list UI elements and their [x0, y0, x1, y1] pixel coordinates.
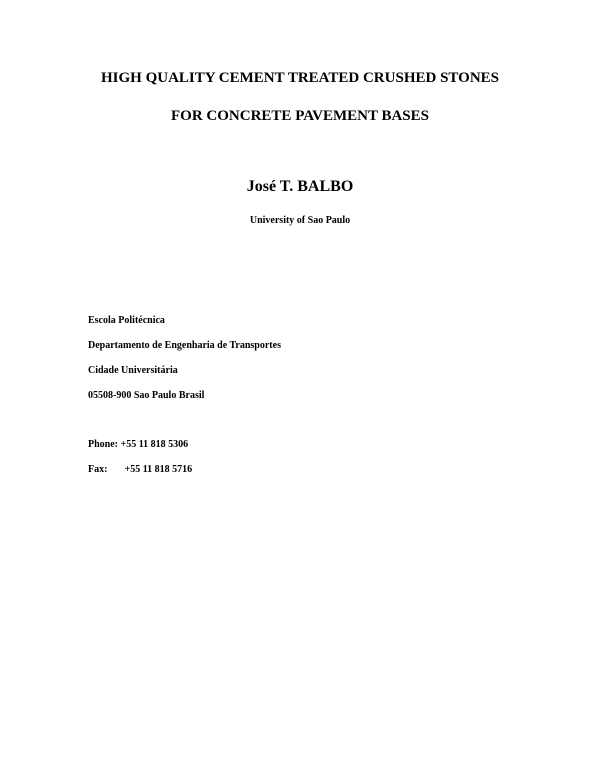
- address-line-department: Departamento de Engenharia de Transportes: [88, 340, 281, 351]
- paper-title-line-1: HIGH QUALITY CEMENT TREATED CRUSHED STONES: [100, 70, 499, 86]
- fax-line: [88, 463, 192, 476]
- phone-number: +55 11 818 5306: [120, 439, 189, 450]
- phone-label: Phone:: [88, 439, 118, 450]
- address-line-postal: 05508-900 Sao Paulo Brasil: [88, 390, 205, 401]
- fax-label: Fax:: [88, 464, 108, 475]
- fax-number: +55 11 818 5716: [124, 464, 193, 475]
- phone-line: [88, 438, 188, 451]
- address-line-campus: Cidade Universitária: [88, 365, 178, 376]
- author-name: José T. BALBO: [246, 178, 354, 195]
- author-affiliation: University of Sao Paulo: [249, 215, 351, 226]
- address-line-institution: Escola Politécnica: [88, 315, 165, 326]
- paper-title-line-2: FOR CONCRETE PAVEMENT BASES: [171, 108, 429, 124]
